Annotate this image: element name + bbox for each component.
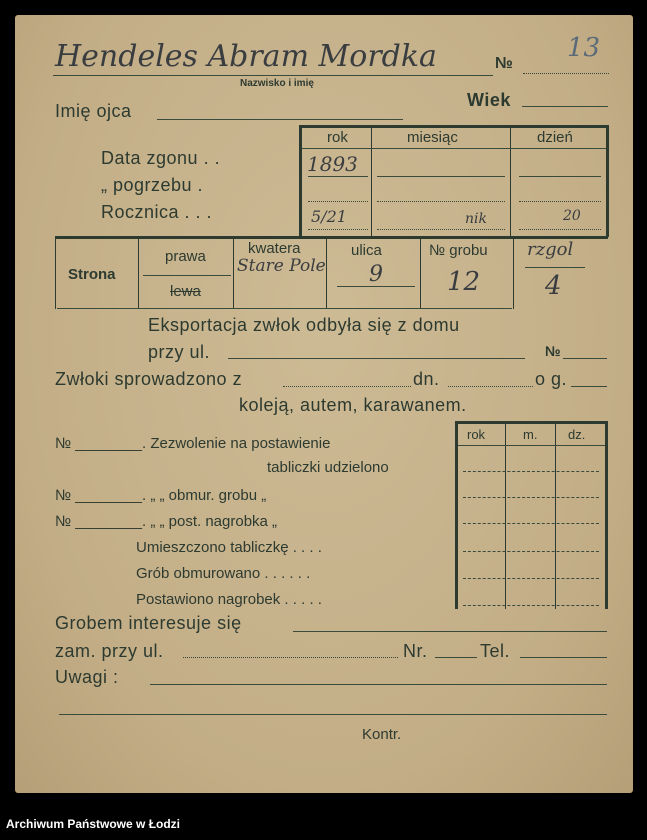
grave-value: 12 (447, 267, 481, 297)
name-caption: Nazwisko i imię (240, 78, 314, 89)
control-label: Kontr. (362, 726, 402, 743)
export-line1: Eksportacja zwłok odbyła się z domu (148, 315, 460, 335)
permit-header-rok: rok (467, 427, 486, 442)
permit-header-dz: dz. (568, 427, 586, 442)
header-rok: rok (327, 129, 348, 146)
side-right[interactable]: prawa (165, 248, 206, 265)
father-label: Imię ojca (55, 101, 132, 121)
interested-label: Grobem interesuje się (55, 613, 242, 633)
grave-walled: Grób obmurowano . . . . . . (136, 565, 311, 582)
corner-value: 4 (545, 271, 562, 301)
tel-label: Tel. (480, 641, 511, 661)
address-label: zam. przy ul. (55, 641, 164, 661)
anniversary-month: nik (465, 211, 487, 227)
export-no-label: № (545, 343, 561, 359)
tombstone-placed: Postawiono nagrobek . . . . . (136, 591, 322, 608)
permit-walling: № ________. „ „ obmur. grobu „ (55, 487, 267, 504)
corner-label: rzgol (527, 239, 574, 260)
brought-from-label: Zwłoki sprowadzono z (55, 369, 243, 389)
death-year: 1893 (307, 152, 358, 176)
quarter-label: kwatera (248, 240, 301, 257)
permit-plaque: № ________. Zezwolenie na postawienie (55, 435, 331, 452)
permit-header-m: m. (523, 427, 538, 442)
anniversary-label: Rocznica . . . (101, 202, 213, 222)
quarter-value: Stare Pole (237, 256, 326, 276)
side-label: Strona (68, 266, 116, 283)
header-dzien: dzień (537, 129, 573, 146)
export-street-label: przy ul. (148, 342, 211, 362)
permit-tombstone: № ________. „ „ post. nagrobka „ (55, 513, 278, 530)
street-value: 9 (369, 262, 383, 287)
plaque-placed: Umieszczono tabliczkę . . . . (136, 539, 322, 556)
remarks-label: Uwagi : (55, 667, 119, 687)
header-miesiac: miesiąc (407, 129, 458, 146)
age-label: Wiek (467, 90, 511, 110)
funeral-date-label: „ pogrzebu . (101, 175, 204, 195)
address-nr-label: Nr. (403, 641, 428, 661)
transport-label: koleją, autem, karawanem. (239, 395, 467, 415)
death-date-label: Data zgonu . . (101, 148, 221, 168)
anniversary-year: 5/21 (311, 207, 347, 226)
brought-hour-label: o g. (535, 369, 568, 389)
number-label: № (495, 55, 513, 72)
grave-label: № grobu (429, 242, 488, 259)
archive-footer: Archiwum Państwowe w Łodzi (6, 817, 181, 831)
number-value: 13 (567, 33, 601, 63)
permit-plaque-cont: tabliczki udzielono (267, 459, 389, 476)
name-handwritten: Hendeles Abram Mordka (55, 39, 437, 74)
side-left[interactable]: lewa (170, 283, 201, 300)
brought-date-label: dn. (413, 369, 440, 389)
burial-record-card (15, 15, 633, 793)
anniversary-day: 20 (563, 208, 581, 224)
street-label: ulica (351, 242, 382, 259)
